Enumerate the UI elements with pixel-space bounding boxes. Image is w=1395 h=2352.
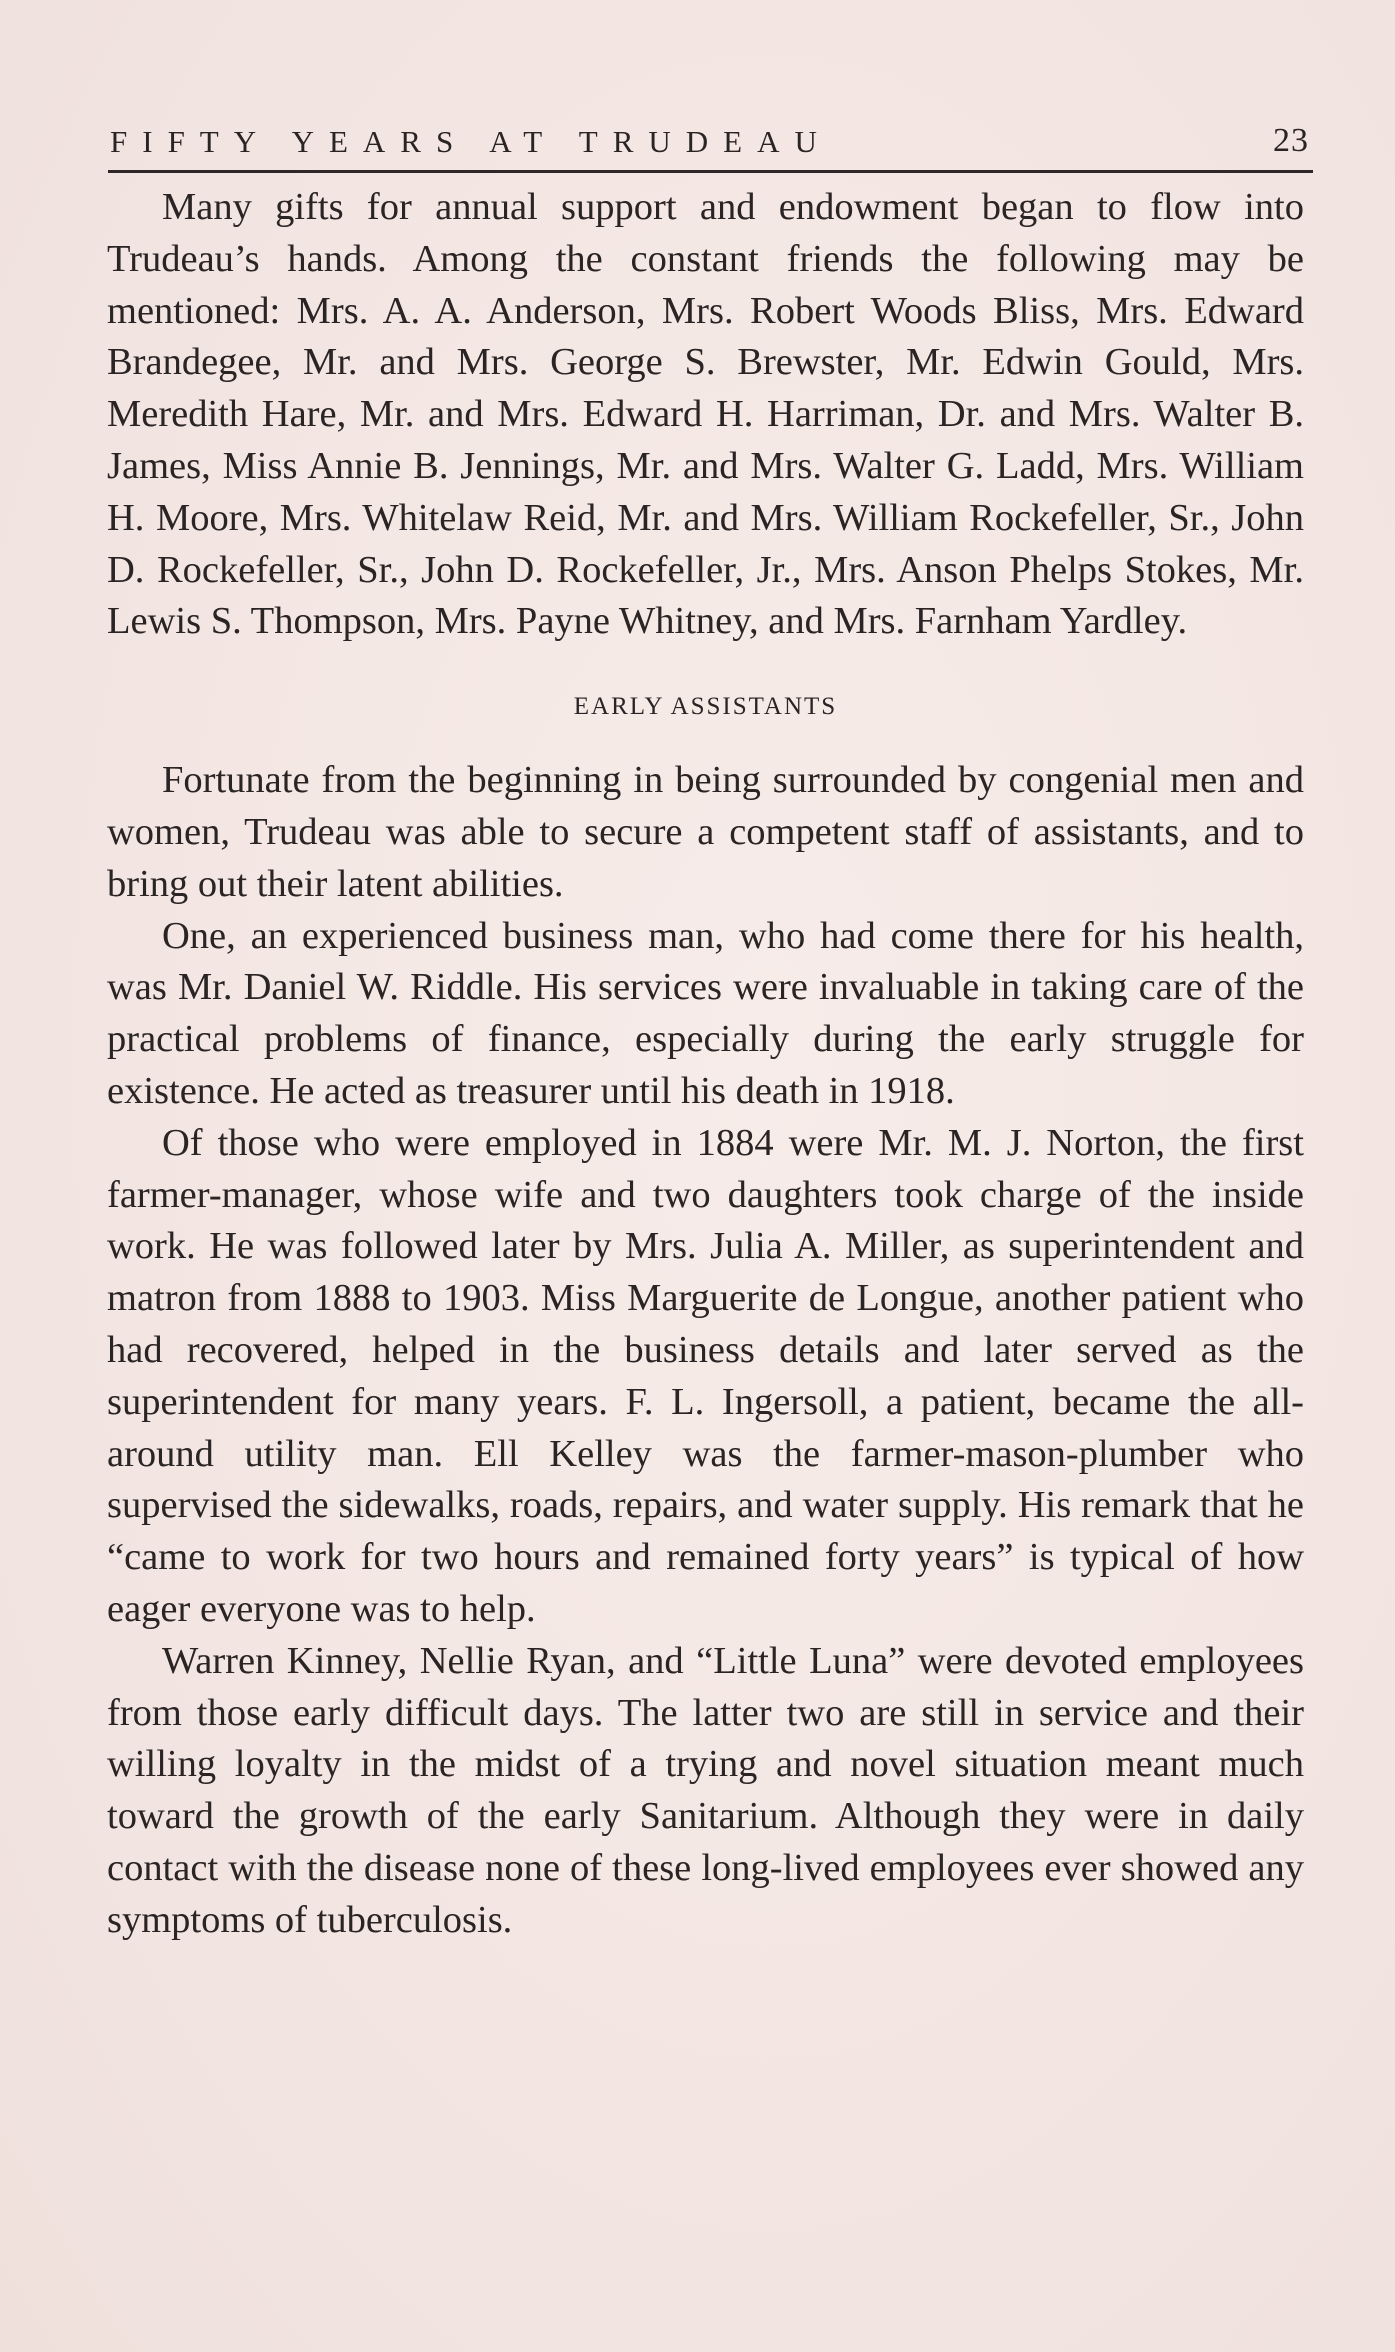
body-text [107,182,1304,1947]
paragraph-kinney: Warren Kinney, Nellie Ryan, and “Little Luna” were devoted employees from those early difficult days. The latter two are still in service and their willing loyalty in the midst of a trying and novel situation meant much toward the growth of the early Sanitarium. Although they were in daily contact with the disease none of these long-lived employees ever showed any symptoms of tuberculosis. [107,1639,1304,1941]
page-number: 23 [1273,122,1309,159]
paragraph-riddle: One, an experienced business man, who had come there for his health, was Mr. Daniel W. Riddle. His services were invaluable in taking care of the practical problems of finance, especially during the early struggle for existence. He acted as treasurer until his death in 1918. [107,914,1304,1112]
paragraph-gifts: Many gifts for annual support and endowment began to flow into Trudeau’s hands. Among the constant friends the following may be mentioned: Mrs. A. A. Anderson, Mrs. Robert Woods Bliss, Mrs. Edward Brandegee, Mr. and Mrs. George S. Brewster, Mr. Edwin Gould, Mrs. Meredith Hare, Mr. and Mrs. Edward H. Harriman, Dr. and Mrs. Walter B. James, Miss Annie B. Jennings, Mr. and Mrs. Walter G. Ladd, Mrs. William H. Moore, Mrs. Whitelaw Reid, Mr. and Mrs. William Rockefeller, Sr., John D. Rockefeller, Sr., John D. Rockefeller, Jr., Mrs. Anson Phelps Stokes, Mr. Lewis S. Thompson, Mrs. Payne Whitney, and Mrs. Farnham Yardley. [107,186,1304,643]
paragraph-fortunate: Fortunate from the beginning in being surrounded by congenial men and women, Trudeau was able to secure a competent staff of assistants, and to bring out their latent abilities. [107,759,1304,905]
running-title: FIFTY YEARS AT TRUDEAU [110,124,832,159]
paragraph-norton: Of those who were employed in 1884 were Mr. M. J. Norton, the first farmer-manager, whose wife and two daughters took charge of the inside work. He was followed later by Mrs. Julia A. Miller, as superintendent and matron from 1888 to 1903. Miss Marguerite de Longue, another patient who had recovered, helped in the business details and later served as the superintendent for many years. F. L. Ingersoll, a patient, became the all-around utility man. Ell Kelley was the farmer-mason-plumber who supervised the sidewalks, roads, repairs, and water supply. His remark that he “came to work for two hours and remained forty years” is typical of how eager everyone was to help. [107,1121,1304,1630]
section-heading: EARLY ASSISTANTS [573,693,838,721]
running-head [108,120,1313,173]
